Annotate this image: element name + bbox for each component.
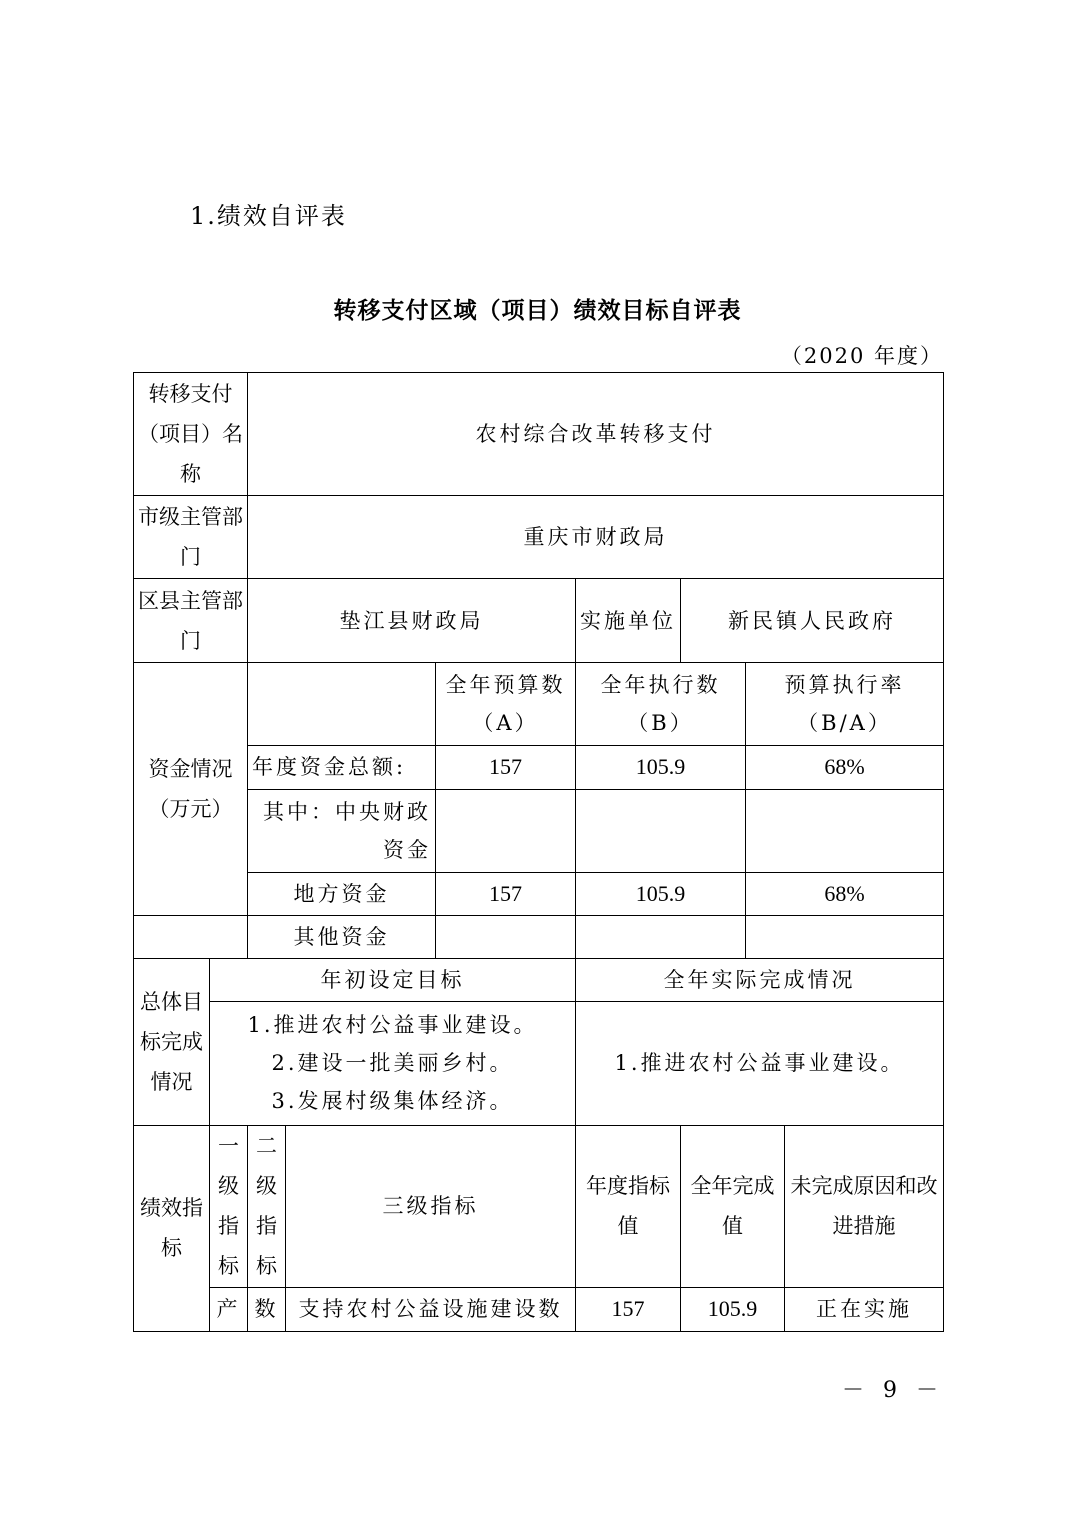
indicators-header-reason: 未完成原因和改进措施 (785, 1125, 944, 1287)
indicators-row1-annual: 157 (576, 1287, 681, 1331)
funds-central-label: 其中：中央财政资金 (248, 789, 436, 872)
project-name-value: 农村综合改革转移支付 (248, 373, 944, 496)
city-dept-label: 市级主管部门 (134, 496, 248, 579)
funds-header-budget: 全年预算数（A） (436, 662, 576, 745)
goals-target-list (210, 1002, 576, 1125)
funds-total-budget: 157 (436, 745, 576, 789)
funds-other-rate (746, 916, 944, 959)
indicators-row1-reason: 正在实施 (785, 1287, 944, 1331)
funds-header-blank (248, 662, 436, 745)
funds-central-budget (436, 789, 576, 872)
county-dept-label: 区县主管部门 (134, 579, 248, 662)
indicators-row1-level2: 数 (248, 1287, 286, 1331)
goals-target-1: 1.推进农村公益事业建设。 (247, 1013, 538, 1038)
impl-unit-value: 新民镇人民政府 (681, 579, 944, 662)
impl-unit-label: 实施单位 (576, 579, 681, 662)
goals-label: 总体目标完成情况 (134, 959, 210, 1125)
funds-other-budget (436, 916, 576, 959)
goals-header-target: 年初设定目标 (210, 959, 576, 1002)
goals-actual-1: 1.推进农村公益事业建设。 (576, 1002, 944, 1125)
funds-total-label: 年度资金总额: (248, 745, 436, 789)
funds-local-budget: 157 (436, 873, 576, 916)
funds-other-label-blank (134, 916, 248, 959)
funds-local-label: 地方资金 (248, 873, 436, 916)
goals-header-actual: 全年实际完成情况 (576, 959, 944, 1002)
page-number: － 9 － (842, 1378, 944, 1403)
indicators-header-annual: 年度指标值 (576, 1125, 681, 1287)
table-title: 转移支付区域（项目）绩效目标自评表 (333, 297, 742, 324)
indicators-row1-level1: 产 (210, 1287, 248, 1331)
indicators-row1-level3: 支持农村公益设施建设数 (286, 1287, 576, 1331)
county-dept-value: 垫江县财政局 (248, 579, 576, 662)
indicators-header-level3: 三级指标 (286, 1125, 576, 1287)
funds-header-rate: 预算执行率（B/A） (746, 662, 944, 745)
indicators-label: 绩效指标 (134, 1125, 210, 1332)
funds-label: 资金情况（万元） (134, 662, 248, 916)
funds-other-exec (576, 916, 746, 959)
funds-central-exec (576, 789, 746, 872)
funds-total-rate: 68% (746, 745, 944, 789)
funds-other-label: 其他资金 (248, 916, 436, 959)
indicators-row1-done: 105.9 (681, 1287, 785, 1331)
funds-central-rate (746, 789, 944, 872)
indicators-header-level2: 二级指标 (248, 1125, 286, 1287)
year-note: （2020 年度） (780, 344, 943, 368)
evaluation-table (133, 372, 944, 1332)
funds-local-exec: 105.9 (576, 873, 746, 916)
goals-target-3: 3.发展村级集体经济。 (271, 1089, 514, 1114)
project-name-label: 转移支付（项目）名称 (134, 373, 248, 496)
indicators-header-done: 全年完成值 (681, 1125, 785, 1287)
city-dept-value: 重庆市财政局 (248, 496, 944, 579)
funds-local-rate: 68% (746, 873, 944, 916)
funds-header-exec: 全年执行数（B） (576, 662, 746, 745)
goals-target-2: 2.建设一批美丽乡村。 (271, 1051, 514, 1076)
indicators-header-level1: 一级指标 (210, 1125, 248, 1287)
funds-total-exec: 105.9 (576, 745, 746, 789)
section-heading: 1.绩效自评表 (190, 202, 347, 230)
